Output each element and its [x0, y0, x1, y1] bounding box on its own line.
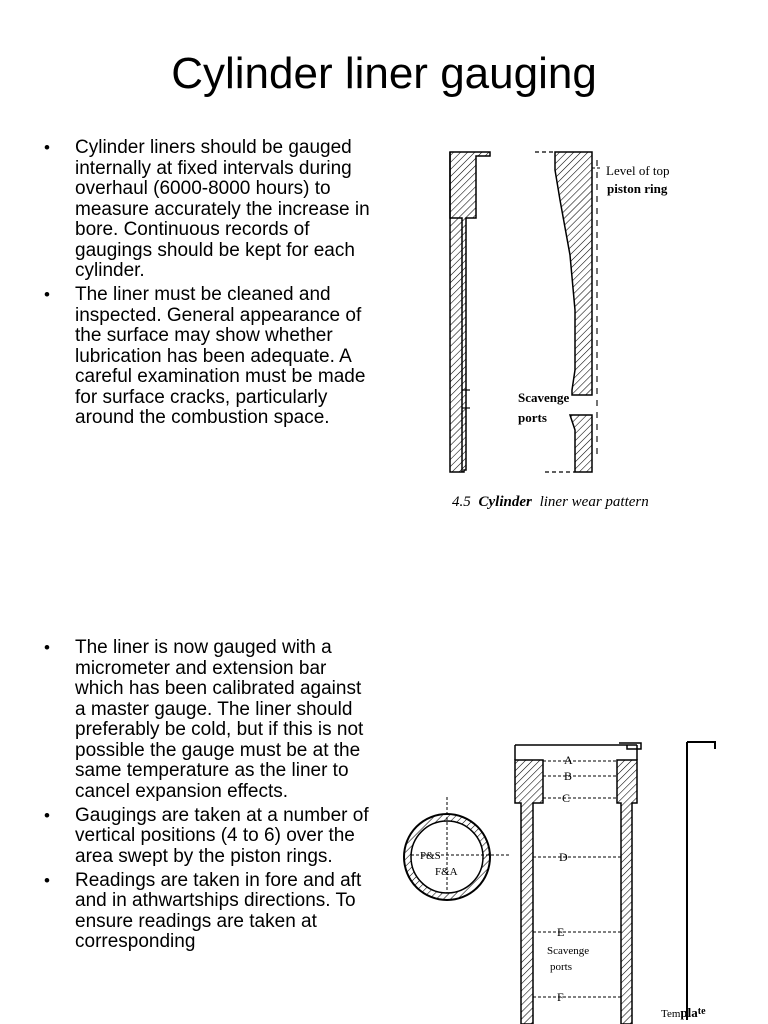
liner-right-wall-lower	[570, 415, 592, 472]
label-scavenge-ports-2: ports	[550, 961, 572, 973]
bullet-list-top	[44, 138, 376, 432]
position-a: A	[564, 753, 573, 767]
label-scavenge-ports-1: Scavenge	[547, 945, 590, 957]
template-tool	[687, 742, 715, 1020]
bullet-text: The liner is now gauged with a micrometer and extension bar which has been calibrated against a master gauge. The liner should preferably be cold, but if this is not possible the gauge must be at the same temperature as the liner to cancel expansion effects.	[75, 637, 364, 802]
liner-left-flange	[515, 760, 543, 1024]
label-ports: ports	[518, 410, 547, 425]
bullet-text: Cylinder liners should be gauged internally at fixed intervals during overhaul (6000-8000 hours) to measure accurately the increase in bore. Continuous records of gaugings should be kept for each cylinder.	[75, 137, 370, 281]
liner-right-wall	[555, 152, 592, 395]
liner-left-wall	[450, 152, 490, 472]
bullet-item	[44, 138, 376, 282]
liner-wear-pattern-figure	[430, 140, 710, 515]
bullet-item	[44, 806, 376, 868]
position-b: B	[564, 769, 573, 783]
position-e: E	[557, 925, 565, 939]
gauge-position-lines	[533, 761, 621, 997]
liner-right-flange	[617, 760, 637, 1024]
gauging-positions-figure	[395, 735, 730, 1024]
bullet-symbol: •	[44, 638, 50, 657]
bullet-symbol: •	[44, 870, 50, 890]
label-template: Template	[661, 1005, 706, 1020]
label-f-and-a: F&A	[435, 866, 458, 878]
caption-rest: liner wear pattern	[539, 494, 649, 510]
bullet-text: Gaugings are taken at a number of vertical positions (4 to 6) over the area swept by the piston rings.	[75, 804, 369, 867]
label-scavenge: Scavenge	[518, 390, 570, 405]
caption-bold: Cylinder	[478, 494, 532, 510]
bullet-symbol: •	[44, 285, 50, 304]
label-piston-ring: piston ring	[607, 181, 668, 196]
bullet-item	[44, 871, 376, 953]
label-p-and-s: P&S	[420, 850, 441, 862]
position-f: F	[557, 990, 564, 1004]
bullet-item	[44, 638, 376, 802]
bullet-list-bottom	[44, 638, 376, 956]
label-level-of-top: Level of top	[606, 163, 670, 178]
position-c: C	[562, 791, 571, 805]
page-title: Cylinder liner gauging	[171, 49, 597, 98]
bullet-text: Readings are taken in fore and aft and in athwartships directions. To ensure readings are taken at corresponding	[75, 869, 362, 952]
position-d: D	[559, 850, 568, 864]
bullet-symbol: •	[44, 138, 50, 157]
bullet-item	[44, 285, 376, 429]
bullet-text: The liner must be cleaned and inspected. General appearance of the surface may show whether lubrication has been adequate. A careful examination must be made for surface cracks, particularly around the combustion space.	[75, 284, 366, 428]
caption-number: 4.5	[452, 494, 471, 510]
figure1-caption	[452, 494, 649, 510]
bullet-symbol: •	[44, 805, 50, 825]
